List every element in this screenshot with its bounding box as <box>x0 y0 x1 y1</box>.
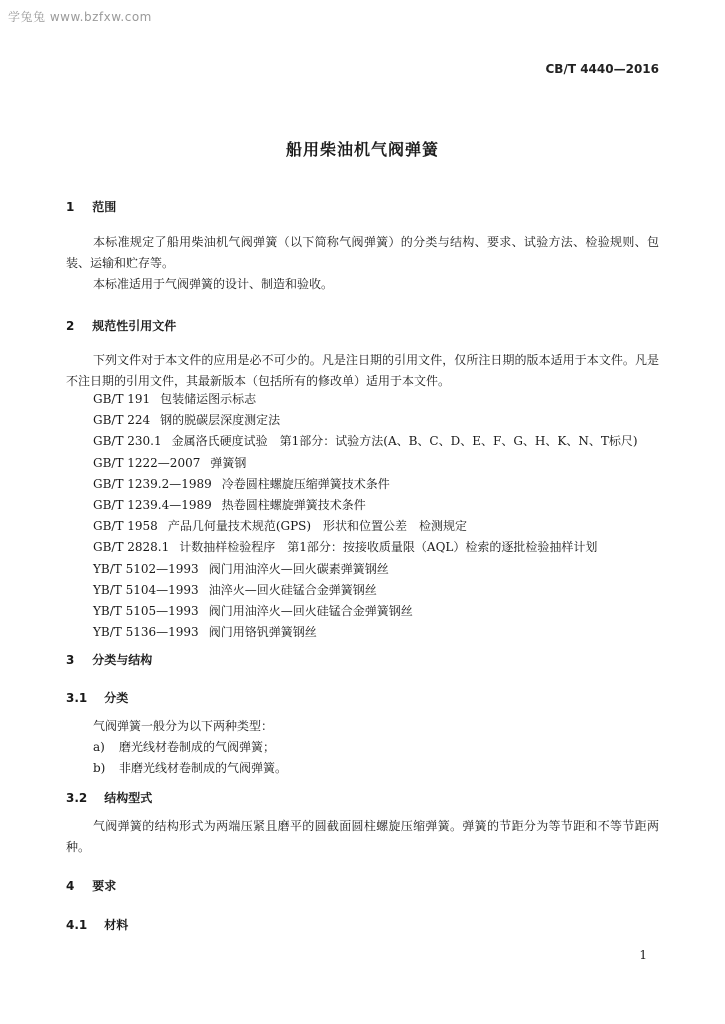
reference-code: YB/T 5105—1993 <box>93 603 199 618</box>
reference-title: 阀门用油淬火—回火碳素弹簧钢丝 <box>208 561 389 576</box>
reference-item <box>93 601 638 622</box>
reference-code: GB/T 224 <box>93 413 151 428</box>
section-title: 规范性引用文件 <box>92 319 177 333</box>
reference-title: 金属洛氏硬度试验 第1部分：试验方法(A、B、C、D、E、F、G、H、K、N、T标尺) <box>171 434 638 449</box>
page-number: 1 <box>639 948 647 962</box>
section-number: 4 <box>66 879 75 893</box>
reference-title: 阀门用铬钒弹簧钢丝 <box>208 625 317 640</box>
reference-title: 包装储运图示标志 <box>160 392 257 406</box>
reference-title: 冷卷圆柱螺旋压缩弹簧技术条件 <box>221 476 390 491</box>
section-3-2-heading <box>66 789 152 806</box>
section-title: 材料 <box>104 918 129 932</box>
reference-code: GB/T 1222—2007 <box>93 455 201 470</box>
list-text: 磨光线材卷制成的气阀弹簧； <box>119 740 276 754</box>
reference-title: 产品几何量技术规范(GPS) 形状和位置公差 检测规定 <box>167 519 468 534</box>
reference-code: GB/T 1239.2—1989 <box>93 476 212 491</box>
section-title: 范围 <box>92 200 117 214</box>
reference-code: YB/T 5136—1993 <box>93 625 199 640</box>
structure-paragraph: 气阀弹簧的结构形式为两端压紧且磨平的圆截面圆柱螺旋压缩弹簧。弹簧的节距分为等节距和不等节距两种。 <box>66 819 659 854</box>
reference-item <box>93 453 638 474</box>
reference-code: YB/T 5104—1993 <box>93 582 199 597</box>
reference-item <box>93 516 638 537</box>
reference-code: YB/T 5102—1993 <box>93 561 199 576</box>
reference-item <box>93 389 638 410</box>
reference-item <box>93 537 638 558</box>
reference-title: 钢的脱碳层深度测定法 <box>160 413 281 428</box>
reference-item <box>93 474 638 495</box>
section-3-heading <box>66 651 152 668</box>
section-number: 3 <box>66 653 75 667</box>
reference-code: GB/T 230.1 <box>93 434 162 449</box>
section-number: 3.1 <box>66 691 88 705</box>
list-text: 非磨光线材卷制成的气阀弹簧。 <box>119 761 288 775</box>
reference-title: 弹簧钢 <box>210 455 247 470</box>
reference-item <box>93 495 638 516</box>
reference-title: 油淬火—回火硅锰合金弹簧钢丝 <box>208 582 377 597</box>
section-title: 分类 <box>104 691 129 705</box>
reference-title: 计数抽样检验程序 第1部分：按接收质量限（AQL）检索的逐批检验抽样计划 <box>179 540 598 555</box>
section-title: 要求 <box>92 879 117 893</box>
reference-title: 阀门用油淬火—回火硅锰合金弹簧钢丝 <box>208 603 413 618</box>
document-title: 船用柴油机气阀弹簧 <box>285 140 439 159</box>
section-1-heading <box>66 198 116 215</box>
reference-item <box>93 431 638 452</box>
reference-title: 热卷圆柱螺旋弹簧技术条件 <box>221 497 366 512</box>
section-3-1-heading <box>66 689 128 706</box>
scope-paragraph-1: 本标准规定了船用柴油机气阀弹簧（以下简称气阀弹簧）的分类与结构、要求、试验方法、检验规则、包装、运输和贮存等。 <box>66 235 659 270</box>
reference-list <box>93 389 638 643</box>
classification-intro: 气阀弹簧一般分为以下两种类型： <box>93 719 274 733</box>
reference-code: GB/T 1239.4—1989 <box>93 497 212 512</box>
section-number: 4.1 <box>66 918 88 932</box>
reference-code: GB/T 2828.1 <box>93 540 170 555</box>
reference-code: GB/T 191 <box>93 392 151 406</box>
reference-item <box>93 410 638 431</box>
reference-item <box>93 580 638 601</box>
reference-item <box>93 559 638 580</box>
reference-item <box>93 622 638 643</box>
section-4-heading <box>66 877 116 894</box>
list-marker: a) <box>93 740 105 754</box>
list-item <box>93 737 275 758</box>
section-4-1-heading <box>66 916 128 933</box>
section-title: 分类与结构 <box>92 653 153 667</box>
reference-code: GB/T 1958 <box>93 519 158 534</box>
scope-paragraph-2: 本标准适用于气阀弹簧的设计、制造和验收。 <box>93 277 334 291</box>
references-intro: 下列文件对于本文件的应用是必不可少的。凡是注日期的引用文件，仅所注日期的版本适用于本文件。凡是不注日期的引用文件，其最新版本（包括所有的修改单）适用于本文件。 <box>66 353 659 388</box>
section-2-heading <box>66 317 176 334</box>
standard-code: CB/T 4440—2016 <box>545 62 659 76</box>
section-number: 3.2 <box>66 791 88 805</box>
section-title: 结构型式 <box>104 791 153 805</box>
section-number: 1 <box>66 200 75 214</box>
list-item <box>93 758 287 779</box>
section-number: 2 <box>66 319 75 333</box>
watermark: 学兔兔 www.bzfxw.com <box>8 10 152 24</box>
list-marker: b) <box>93 761 106 775</box>
